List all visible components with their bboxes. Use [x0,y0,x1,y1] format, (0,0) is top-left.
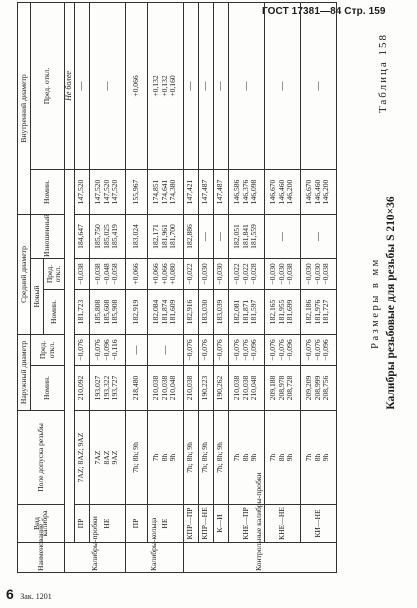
header-mid-diameter: Средний диаметр [18,214,31,334]
cell-mid-deviation: −0,030 [213,259,228,290]
cell-mid-deviation: −0,038 −0,048 −0,058 [89,259,125,290]
cell-inner-nominal: 146,586 146,376 146,098 [228,169,264,214]
cell-mid-worn: 182,886 [183,214,198,258]
cell-mid-worn: 183,024 [125,214,147,258]
cell-mid-nominal: 183,039 [213,290,228,335]
header-name: Наименование [18,543,65,573]
cell-outer-nominal: 210,038 210,038 210,048 [228,366,264,411]
cell-type: НЕ [89,505,125,543]
order-reference: Зак. 1201 [20,592,52,601]
cell-tolerance: 7AZ 8AZ 9AZ [89,411,125,505]
cell-type: ПР [74,505,89,543]
table-row [213,2,228,572]
cell-mid-nominal: 182,165 181,955 181,699 [264,290,300,335]
cell-type: КПР—ПР [183,505,198,543]
cell-inner-nominal: 147,487 [198,169,213,214]
cell-inner-nominal: 147,520 147,520 147,520 [89,169,125,214]
cell-outer-deviation: −0,076 −0,096 −0,116 [89,335,125,366]
cell-tolerance: 7AZ; 8AZ; 9AZ [74,411,89,505]
cell-inner-deviation: — [228,2,264,169]
cell-mid-worn: 182,051 181,841 181,559 [228,214,264,258]
header-type: Вид калибра [18,505,65,543]
cell-inner-deviation: +0,066 [125,2,147,169]
cell-mid-deviation: −0,022 [183,259,198,290]
group-plug: Калибры-пробки [65,543,126,573]
cell-inner-deviation: — [74,2,89,169]
cell-outer-nominal: 210,038 [183,366,198,411]
cell-type: ПР [125,505,147,543]
header-inner-diameter: Внутренний диаметр [18,2,31,214]
cell-mid-nominal: 183,030 [198,290,213,335]
cell-mid-worn: 185,750 185,025 185,419 [89,214,125,258]
cell-inner-deviation: — [264,2,300,169]
cell-type: КИ—НЕ [300,505,336,543]
header-outer-deviation: Пред. откл. [31,335,65,366]
gauge-table [17,2,337,573]
cell-tolerance: 7h; 8h; 9h [213,411,228,505]
cell-outer-nominal: 210,038 210,038 210,048 [147,366,183,411]
cell-mid-nominal: 182,186 181,976 181,727 [300,290,336,335]
cell-mid-nominal: 185,808 185,608 185,908 [89,290,125,335]
cell-inner-nominal: 147,520 [74,169,89,214]
cell-inner-deviation: — [183,2,198,169]
cell-tolerance: 7h 8h 9h [264,411,300,505]
cell-mid-deviation: −0,030 −0,030 −0,038 [264,259,300,290]
cell-outer-deviation: −0,076 −0,076 −0,096 [228,335,264,366]
cell-mid-deviation: −0,038 [74,259,89,290]
table-row [300,2,336,572]
header-tolerance: Поле допуска резьбы [18,411,65,505]
page-number: 6 [6,586,14,602]
page-footer [6,586,52,602]
cell-inner-nominal: 146,670 146,460 146,200 [264,169,300,214]
cell-inner-nominal: 147,487 [213,169,228,214]
cell-outer-deviation: −0,076 [74,335,89,366]
cell-tolerance: 7h 8h 9h [228,411,264,505]
cell-tolerance: 7h; 8h; 9h [125,411,147,505]
header-outer-diameter: Наружный диаметр [18,335,31,411]
header-mid-new: Новый [31,259,44,335]
header-outer-nominal: Номин. [31,366,65,411]
table-row [264,2,300,572]
cell-mid-deviation: −0,030 −0,030 −0,038 [300,259,336,290]
cell-outer-deviation: — [125,335,147,366]
cell-tolerance: 7h 8h 9h [300,411,336,505]
cell-mid-deviation: −0,030 [198,259,213,290]
cell-mid-worn: 182,171 181,961 181,700 [147,214,183,258]
cell-outer-nominal: 209,209 208,999 208,756 [300,366,336,411]
cell-outer-deviation: −0,076 −0,076 −0,096 [264,335,300,366]
table-subtitle: Размеры в мм [370,257,381,349]
cell-inner-deviation: — [198,2,213,169]
cell-mid-nominal: 181,723 [74,290,89,335]
cell-inner-deviation: — [89,2,125,169]
cell-type: КНЕ—НЕ [264,505,300,543]
cell-outer-nominal: 209,188 208,978 208,728 [264,366,300,411]
table-title: Калибры резьбовые для резьбы S 210×36 [385,196,397,410]
cell-type: К—И [213,505,228,543]
table-label: Таблица 158 [377,33,389,114]
cell-tolerance: 7h; 8h; 9h [183,411,198,505]
group-ring: Калибры-кольца [125,543,183,573]
header-inner-nominal: Номин. [31,169,65,214]
cell-mid-nominal: 182,084 181,874 181,609 [147,290,183,335]
note-not-more: Не более [65,2,75,169]
cell-outer-nominal: 210,092 [74,366,89,411]
cell-mid-worn: — [198,214,213,258]
cell-outer-deviation: −0,076 [198,335,213,366]
header-mid-nominal: Номин. [44,290,65,335]
group-control: Контрольные калибры-пробки [183,543,336,573]
cell-type: НЕ [147,505,183,543]
cell-outer-deviation: −0,076 −0,076 −0,096 [300,335,336,366]
header-mid-deviation: Пред. откл. [44,259,65,290]
cell-outer-deviation: −0,076 [213,335,228,366]
cell-outer-nominal: 193,027 193,322 193,727 [89,366,125,411]
cell-inner-nominal: 146,670 146,460 146,200 [300,169,336,214]
cell-mid-deviation: +0,066 +0,066 +0,080 [147,259,183,290]
cell-inner-nominal: 147,421 [183,169,198,214]
table-row [183,2,198,572]
cell-mid-worn: — [213,214,228,258]
cell-inner-deviation: — [300,2,336,169]
rotated-table-block [13,33,403,573]
cell-inner-nominal: 174,851 174,641 174,380 [147,169,183,214]
cell-mid-deviation: −0,022 −0,022 −0,028 [228,259,264,290]
cell-inner-deviation: +0,132 +0,132 +0,160 [147,2,183,169]
table-row [89,2,125,572]
cell-type: КПР—НЕ [198,505,213,543]
cell-mid-nominal: 182,919 [125,290,147,335]
cell-outer-nominal: 190,223 [198,366,213,411]
table-row [198,2,213,572]
table-row [147,2,183,572]
cell-outer-nominal: 218,480 [125,366,147,411]
table-row [74,2,89,572]
cell-mid-nominal: 182,916 [183,290,198,335]
cell-outer-deviation: — [147,335,183,366]
cell-tolerance: 7h; 8h; 9h [198,411,213,505]
header-inner-deviation: Пред. откл. [31,2,65,169]
cell-inner-deviation: — [213,2,228,169]
cell-mid-worn: — [264,214,300,258]
cell-tolerance: 7h 8h 9h [147,411,183,505]
cell-type: КНЕ—ПР [228,505,264,543]
cell-outer-deviation: −0,076 [183,335,198,366]
header-mid-worn: Изношенный [31,214,65,258]
cell-inner-nominal: 155,967 [125,169,147,214]
cell-mid-deviation: +0,066 [125,259,147,290]
cell-mid-worn: 184,647 [74,214,89,258]
cell-outer-nominal: 190,262 [213,366,228,411]
page-header: ГОСТ 17381—84 Стр. 159 [262,6,386,17]
cell-mid-worn: — [300,214,336,258]
table-row [125,2,147,572]
cell-mid-nominal: 182,081 181,871 181,597 [228,290,264,335]
